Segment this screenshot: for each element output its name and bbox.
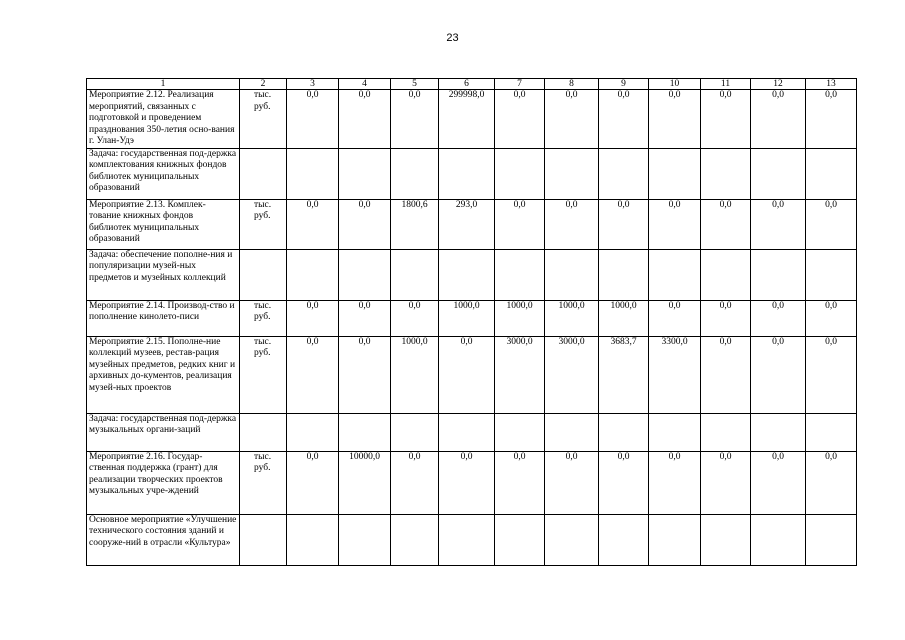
header-cell: 7: [495, 79, 545, 90]
value-cell: 0,0: [439, 451, 495, 514]
value-cell: [751, 249, 806, 300]
value-cell: [495, 249, 545, 300]
value-cell: 0,0: [806, 300, 857, 336]
value-cell: [391, 249, 439, 300]
value-cell: [701, 249, 751, 300]
value-cell: 0,0: [391, 300, 439, 336]
header-cell: 4: [339, 79, 391, 90]
value-cell: 0,0: [439, 336, 495, 413]
value-cell: 0,0: [287, 451, 339, 514]
value-cell: 0,0: [545, 90, 599, 149]
value-cell: 0,0: [649, 199, 701, 249]
value-cell: 0,0: [287, 199, 339, 249]
row-name-cell: Мероприятие 2.16. Государ-ственная поддержка (грант) для реализации творческих проектов музыкальных учре-ждений: [87, 451, 240, 514]
value-cell: 0,0: [806, 199, 857, 249]
table-row: [87, 451, 857, 514]
header-cell: 9: [599, 79, 649, 90]
header-cell: 13: [806, 79, 857, 90]
table-row: [87, 199, 857, 249]
value-cell: [701, 514, 751, 565]
header-cell: 2: [240, 79, 287, 90]
row-name-cell: Задача: государственная под-держка музыкальных органи-заций: [87, 413, 240, 451]
value-cell: [751, 514, 806, 565]
header-cell: 12: [751, 79, 806, 90]
value-cell: 0,0: [806, 451, 857, 514]
value-cell: 1000,0: [545, 300, 599, 336]
value-cell: 0,0: [701, 90, 751, 149]
value-cell: [649, 413, 701, 451]
value-cell: [751, 413, 806, 451]
unit-cell: тыс. руб.: [240, 451, 287, 514]
value-cell: 0,0: [751, 90, 806, 149]
value-cell: [339, 249, 391, 300]
value-cell: 0,0: [751, 451, 806, 514]
header-cell: 10: [649, 79, 701, 90]
unit-cell: тыс. руб.: [240, 90, 287, 149]
value-cell: [339, 514, 391, 565]
value-cell: [599, 148, 649, 199]
value-cell: 0,0: [391, 90, 439, 149]
value-cell: [287, 413, 339, 451]
value-cell: 0,0: [649, 300, 701, 336]
value-cell: [545, 148, 599, 199]
value-cell: 0,0: [339, 90, 391, 149]
value-cell: [391, 514, 439, 565]
value-cell: [751, 148, 806, 199]
header-cell: 8: [545, 79, 599, 90]
value-cell: 0,0: [339, 199, 391, 249]
table-row: [87, 300, 857, 336]
header-row: [87, 79, 857, 90]
row-name-cell: Задача: государственная под-держка комплектования книжных фондов библиотек муниципальных образований: [87, 148, 240, 199]
value-cell: 0,0: [806, 336, 857, 413]
value-cell: 0,0: [649, 90, 701, 149]
value-cell: [649, 249, 701, 300]
value-cell: [287, 249, 339, 300]
row-name-cell: Мероприятие 2.13. Комплек-тование книжных фондов библиотек муниципальных образований: [87, 199, 240, 249]
value-cell: [439, 413, 495, 451]
value-cell: 0,0: [545, 451, 599, 514]
value-cell: 1000,0: [599, 300, 649, 336]
value-cell: 0,0: [751, 336, 806, 413]
value-cell: 0,0: [339, 300, 391, 336]
value-cell: 0,0: [287, 90, 339, 149]
value-cell: 1000,0: [391, 336, 439, 413]
value-cell: 1800,6: [391, 199, 439, 249]
value-cell: 3000,0: [495, 336, 545, 413]
table-row: [87, 90, 857, 149]
value-cell: 0,0: [287, 300, 339, 336]
value-cell: [806, 514, 857, 565]
value-cell: [545, 514, 599, 565]
value-cell: [599, 413, 649, 451]
value-cell: 0,0: [806, 90, 857, 149]
unit-cell: тыс. руб.: [240, 300, 287, 336]
program-table: [86, 78, 857, 566]
value-cell: [599, 249, 649, 300]
value-cell: 0,0: [751, 300, 806, 336]
value-cell: 0,0: [701, 451, 751, 514]
row-name-cell: Мероприятие 2.14. Производ-ство и пополнение кинолето-писи: [87, 300, 240, 336]
value-cell: [649, 514, 701, 565]
table-row: [87, 148, 857, 199]
unit-cell: [240, 148, 287, 199]
table-row: [87, 336, 857, 413]
value-cell: 0,0: [339, 336, 391, 413]
value-cell: [599, 514, 649, 565]
value-cell: 0,0: [701, 336, 751, 413]
value-cell: 293,0: [439, 199, 495, 249]
value-cell: [545, 413, 599, 451]
unit-cell: [240, 413, 287, 451]
value-cell: [439, 514, 495, 565]
header-cell: 1: [87, 79, 240, 90]
row-name-cell: Мероприятие 2.12. Реализация мероприятий, связанных с подготовкой и проведением празднования 350-летия осно-вания г. Улан-Удэ: [87, 90, 240, 149]
value-cell: [339, 413, 391, 451]
value-cell: [701, 413, 751, 451]
value-cell: [806, 413, 857, 451]
value-cell: [495, 413, 545, 451]
value-cell: 0,0: [701, 199, 751, 249]
unit-cell: тыс. руб.: [240, 199, 287, 249]
table-body: [87, 79, 857, 566]
value-cell: [439, 249, 495, 300]
table-row: [87, 413, 857, 451]
header-cell: 11: [701, 79, 751, 90]
value-cell: 0,0: [649, 451, 701, 514]
value-cell: 10000,0: [339, 451, 391, 514]
value-cell: 0,0: [391, 451, 439, 514]
value-cell: [806, 249, 857, 300]
value-cell: 3300,0: [649, 336, 701, 413]
unit-cell: [240, 249, 287, 300]
value-cell: 0,0: [751, 199, 806, 249]
unit-cell: тыс. руб.: [240, 336, 287, 413]
value-cell: [701, 148, 751, 199]
value-cell: [339, 148, 391, 199]
table-row: [87, 514, 857, 565]
value-cell: 0,0: [599, 90, 649, 149]
unit-cell: [240, 514, 287, 565]
value-cell: [287, 148, 339, 199]
row-name-cell: Задача: обеспечение пополне-ния и популяризации музей-ных предметов и музейных коллекций: [87, 249, 240, 300]
table-row: [87, 249, 857, 300]
value-cell: 0,0: [495, 90, 545, 149]
value-cell: [287, 514, 339, 565]
value-cell: 1000,0: [439, 300, 495, 336]
value-cell: [806, 148, 857, 199]
value-cell: 0,0: [701, 300, 751, 336]
value-cell: [495, 148, 545, 199]
value-cell: 0,0: [287, 336, 339, 413]
header-cell: 5: [391, 79, 439, 90]
row-name-cell: Мероприятие 2.15. Пополне-ние коллекций музеев, рестав-рация музейных предметов, редких книг и архивных до-кументов, реализация музей-ных проектов: [87, 336, 240, 413]
header-cell: 6: [439, 79, 495, 90]
value-cell: [545, 249, 599, 300]
value-cell: 3000,0: [545, 336, 599, 413]
value-cell: 299998,0: [439, 90, 495, 149]
value-cell: 0,0: [599, 451, 649, 514]
value-cell: [391, 413, 439, 451]
page-number: 23: [446, 32, 459, 44]
value-cell: [439, 148, 495, 199]
value-cell: [649, 148, 701, 199]
value-cell: 0,0: [545, 199, 599, 249]
value-cell: 0,0: [495, 451, 545, 514]
value-cell: [391, 148, 439, 199]
value-cell: 3683,7: [599, 336, 649, 413]
value-cell: 1000,0: [495, 300, 545, 336]
header-cell: 3: [287, 79, 339, 90]
value-cell: 0,0: [495, 199, 545, 249]
value-cell: [495, 514, 545, 565]
row-name-cell: Основное мероприятие «Улучшение технического состояния зданий и сооруже-ний в отрасли «Культура»: [87, 514, 240, 565]
value-cell: 0,0: [599, 199, 649, 249]
